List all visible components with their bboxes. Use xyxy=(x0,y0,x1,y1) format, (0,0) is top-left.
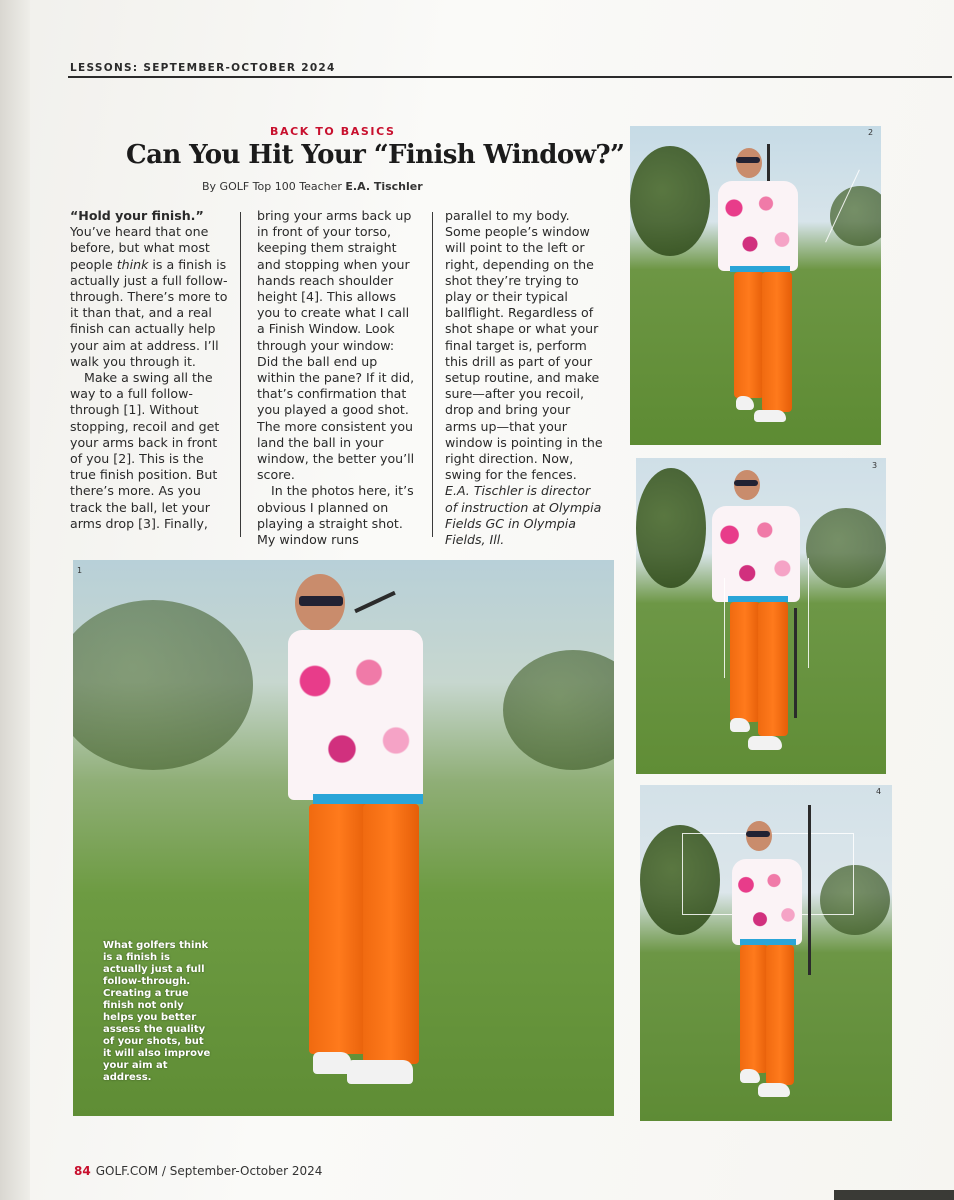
photo-arms-drop xyxy=(636,458,886,774)
paragraph-steps: Make a swing all the way to a full follow-through [1]. Without stopping, recoil and get your arms back in front of you [2]. This is the true finish position. But there’s more. As you track the ball, let your arms drop [3]. Finally, xyxy=(70,370,220,531)
tree-shape xyxy=(630,146,710,256)
paragraph-intro xyxy=(70,208,230,370)
golf-club xyxy=(354,591,396,613)
orange-pants-right xyxy=(363,804,419,1064)
intro-emphasis: think xyxy=(116,256,149,272)
page-gutter-shadow xyxy=(0,0,30,1200)
byline-prefix: By GOLF Top 100 Teacher xyxy=(202,180,342,193)
orange-pants-left xyxy=(740,945,768,1073)
blue-belt xyxy=(313,794,423,804)
orange-pants-left xyxy=(734,272,764,398)
photo-caption xyxy=(103,940,213,1084)
byline-author: E.A. Tischler xyxy=(345,180,423,193)
photo-number-3: 3 xyxy=(872,461,878,470)
floral-shirt xyxy=(712,506,800,602)
orange-pants-right xyxy=(762,272,792,412)
body-column-2 xyxy=(257,208,417,548)
paragraph-routine: parallel to my body. Some people’s window will point to the left or right, depending on the shot they’re trying to play or their typical ballflight. Regardless of shot shape or what your final target is, perform this drill as part of your setup routine, and make sure—after you recoil, drop and bring your arms up—that your window is pointing in the right direction. Now, swing for the fences. xyxy=(445,208,603,483)
floral-shirt xyxy=(718,181,798,271)
golf-shoe xyxy=(313,1052,351,1074)
orange-pants-right xyxy=(766,945,794,1085)
orange-pants-left xyxy=(730,602,760,722)
photo-recoil xyxy=(630,126,881,445)
author-bio xyxy=(445,483,605,548)
lead-quote: “Hold your finish.” xyxy=(70,208,204,223)
floral-shirt xyxy=(288,630,423,800)
byline xyxy=(202,180,423,193)
header-rule xyxy=(68,76,952,78)
sunglasses xyxy=(746,831,770,837)
page-number: 84 xyxy=(74,1164,91,1178)
author-bio-text: E.A. Tischler is director of instruction at Olympia Fields GC in Olympia Fields, Ill. xyxy=(445,483,602,548)
orange-pants-left xyxy=(309,804,369,1054)
article-title: Can You Hit Your “Finish Window?” xyxy=(126,140,625,170)
paragraph-photos: In the photos here, it’s obvious I planned on playing a straight shot. My window runs xyxy=(257,483,414,548)
intro-text-b: is a finish is actually just a full follow-through. There’s more to it than that, and a real finish can actually help your aim at address. I’ll walk you through it. xyxy=(70,256,228,369)
caption-text: What golfers think is a finish is actually just a full follow-through. Creating a true finish not only helps you better assess the quality of your shots, but it will also improve your aim at address. xyxy=(103,940,211,1083)
sunglasses xyxy=(299,596,343,606)
golf-shoe xyxy=(347,1060,413,1084)
golf-club xyxy=(808,805,811,975)
orange-pants-right xyxy=(758,602,788,736)
tree-shape xyxy=(806,508,886,588)
sunglasses xyxy=(736,157,760,163)
golf-shoe xyxy=(730,718,750,732)
article-kicker: BACK TO BASICS xyxy=(270,125,396,138)
golfer-head xyxy=(736,148,762,178)
down-arrow xyxy=(724,578,725,678)
golf-shoe xyxy=(754,410,786,422)
down-arrow xyxy=(808,558,809,668)
tree-shape xyxy=(636,468,706,588)
photo-finish-window xyxy=(640,785,892,1121)
tree-shape xyxy=(73,600,253,770)
section-header: LESSONS: SEPTEMBER-OCTOBER 2024 xyxy=(70,62,336,74)
column-divider-1 xyxy=(240,212,241,537)
golf-shoe xyxy=(736,396,754,410)
photo-number-1: 1 xyxy=(77,566,83,575)
golf-shoe xyxy=(748,736,782,750)
binding-shadow xyxy=(834,1190,954,1200)
body-column-1 xyxy=(70,208,230,532)
floral-shirt xyxy=(732,859,802,945)
golf-club xyxy=(794,608,797,718)
photo-number-2: 2 xyxy=(868,128,874,137)
body-column-3 xyxy=(445,208,605,548)
paragraph-window: bring your arms back up in front of your torso, keeping them straight and stopping when your hands reach shoulder height [4]. This allows you to create what I call a Finish Window. Look through your window: Did the ball end up within the pane? If it did, that’s confirmation that you played a good shot. The more consistent you land the ball in your window, the better you’ll score. xyxy=(257,208,415,483)
golf-shoe xyxy=(740,1069,760,1083)
page-footer xyxy=(74,1164,322,1178)
golf-shoe xyxy=(758,1083,790,1097)
sunglasses xyxy=(734,480,758,486)
tree-shape xyxy=(503,650,614,770)
intro-text-a: You’ve heard that one before, but what most people xyxy=(70,224,210,272)
column-divider-2 xyxy=(432,212,433,537)
footer-folio: GOLF.COM / September-October 2024 xyxy=(95,1164,323,1178)
photo-number-4: 4 xyxy=(876,787,882,796)
